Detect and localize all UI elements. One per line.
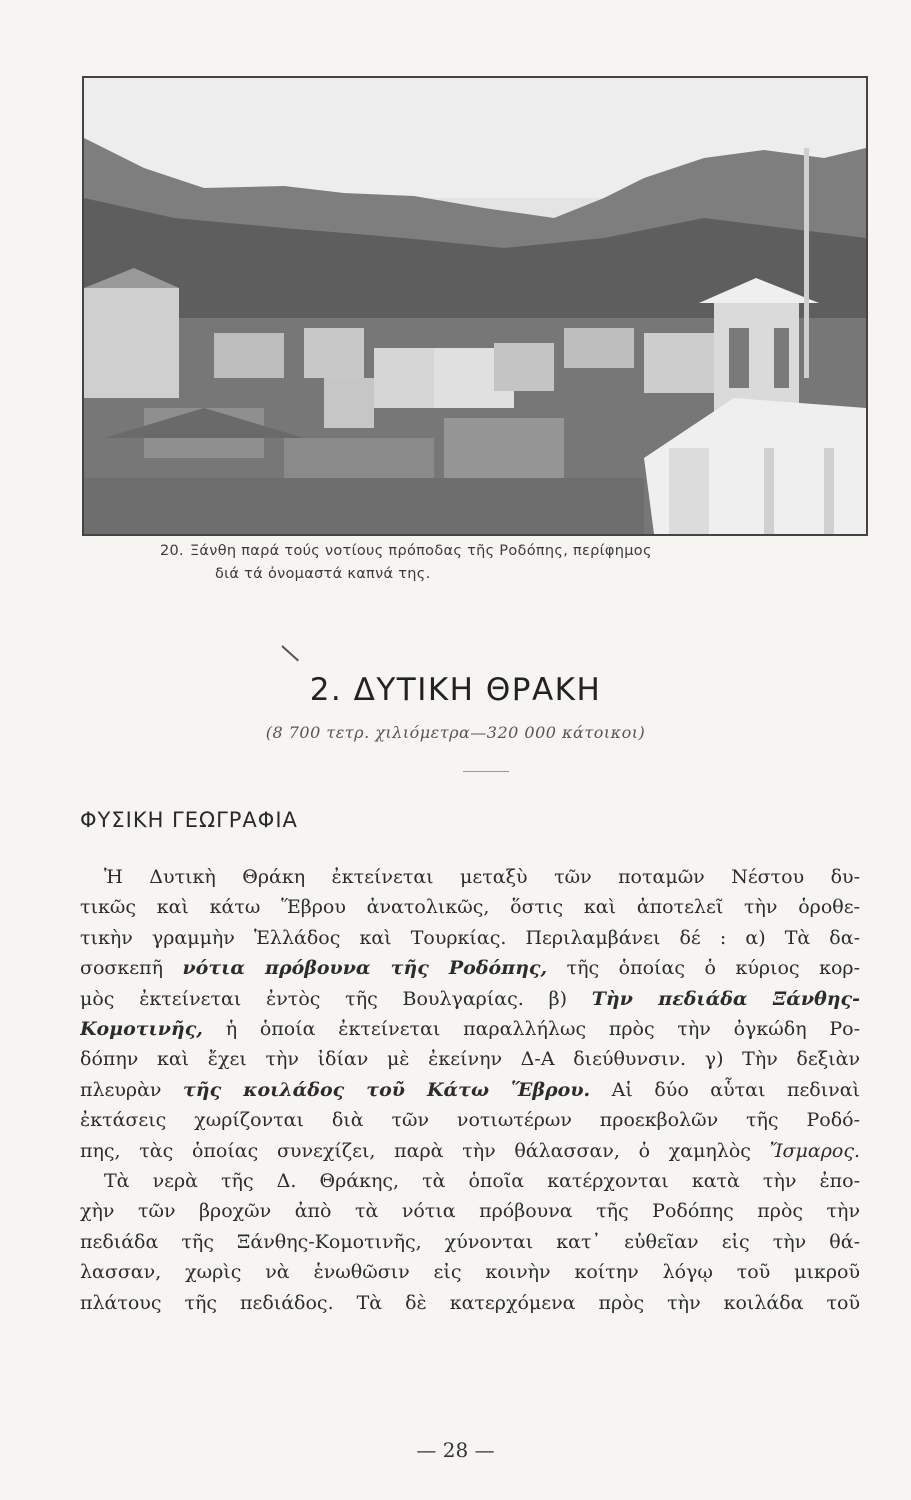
text-span: μὸς ἐκτείνεται ἐντὸς τῆς Βουλγαρίας. β) xyxy=(80,987,592,1010)
text-line: λασσαν, χωρὶς νὰ ἑνωθῶσιν εἰς κοινὴν κοίτην λόγῳ τοῦ μικροῦ xyxy=(80,1261,860,1284)
stray-pen-mark xyxy=(281,645,299,661)
text-span: σοσκεπῆ xyxy=(80,957,183,980)
text-line xyxy=(80,1014,860,1044)
text-line: Ἡ Δυτικὴ Θράκη ἐκτείνεται μεταξὺ τῶν ποταμῶν Νέστου δυ- xyxy=(104,866,860,888)
text-line xyxy=(80,953,860,983)
caption-line-1: Ξάνθη παρά τούς νοτίους πρόποδας τῆς Ροδόπης, περίφημος xyxy=(189,543,652,559)
text-line xyxy=(80,1075,860,1105)
text-line: πεδιάδα τῆς Ξάνθης-Κομοτινῆς, χύνονται κατ᾽ εὐθεῖαν εἰς τὴν θά- xyxy=(80,1230,860,1253)
caption-line-2: διά τά ὀνομαστά καπνά της. xyxy=(215,566,431,582)
divider xyxy=(463,771,509,772)
section-subtitle: (8 700 τετρ. χιλιόμετρα—320 000 κάτοικοι) xyxy=(265,723,646,742)
emphasis: Τὴν πεδιάδα Ξάνθης- xyxy=(591,987,860,1010)
text-line: χὴν τῶν βροχῶν ἀπὸ τὰ νότια πρόβουνα τῆς Ροδόπης πρὸς τὴν xyxy=(80,1200,860,1223)
text-line xyxy=(80,984,860,1014)
text-span: τῆς ὁποίας ὁ κύριος κορ- xyxy=(547,957,860,980)
text-span: πης, τὰς ὁποίας συνεχίζει, παρὰ τὴν θάλασσαν, ὁ χαμηλὸς xyxy=(80,1139,770,1162)
text-line: πλάτους τῆς πεδιάδος. Τὰ δὲ κατερχόμενα πρὸς τὴν κοιλάδα τοῦ xyxy=(80,1291,860,1314)
text-line: Τὰ νερὰ τῆς Δ. Θράκης, τὰ ὁποῖα κατέρχονται κατὰ τὴν ἐπο- xyxy=(104,1170,860,1193)
text-line xyxy=(80,1136,860,1166)
text-span: πλευρὰν xyxy=(80,1078,183,1101)
text-line: δόπην καὶ ἔχει τὴν ἰδίαν μὲ ἐκείνην Δ-Α διεύθυνσιν. γ) Τὴν δεξιὰν xyxy=(80,1048,860,1071)
section-title: 2. ΔΥΤΙΚΗ ΘΡΑΚΗ xyxy=(309,672,602,708)
caption-number: 20. xyxy=(160,543,184,559)
page-number: — 28 — xyxy=(416,1438,495,1462)
text-line: τικῶς καὶ κάτω Ἕβρου ἀνατολικῶς, ὅστις καὶ ἀποτελεῖ τὴν ὁροθε- xyxy=(80,896,860,919)
emphasis: Ἴσμαρος. xyxy=(769,1139,860,1162)
text-line: τικὴν γραμμὴν Ἑλλάδος καὶ Τουρκίας. Περιλαμβάνει δέ : α) Τὰ δα- xyxy=(80,926,860,949)
text-line: ἐκτάσεις χωρίζονται διὰ τῶν νοτιωτέρων προεκβολῶν τῆς Ροδό- xyxy=(80,1109,860,1132)
text-span: ἡ ὁποία ἐκτείνεται παραλλήλως πρὸς τὴν ὀγκώδη Ρο- xyxy=(202,1018,860,1041)
text-span: Αἱ δύο αὗται πεδιναὶ xyxy=(590,1078,860,1101)
emphasis: Κομοτινῆς, xyxy=(80,1018,203,1041)
subheading: ΦΥΣΙΚΗ ΓΕΩΓΡΑΦΙΑ xyxy=(80,808,298,832)
figure-caption xyxy=(160,540,840,586)
body-text xyxy=(80,862,860,1318)
emphasis: τῆς κοιλάδος τοῦ Κάτω Ἕβρου. xyxy=(183,1078,591,1101)
xanthi-photograph xyxy=(82,76,868,536)
emphasis: νότια πρόβουνα τῆς Ροδόπης, xyxy=(182,957,548,980)
